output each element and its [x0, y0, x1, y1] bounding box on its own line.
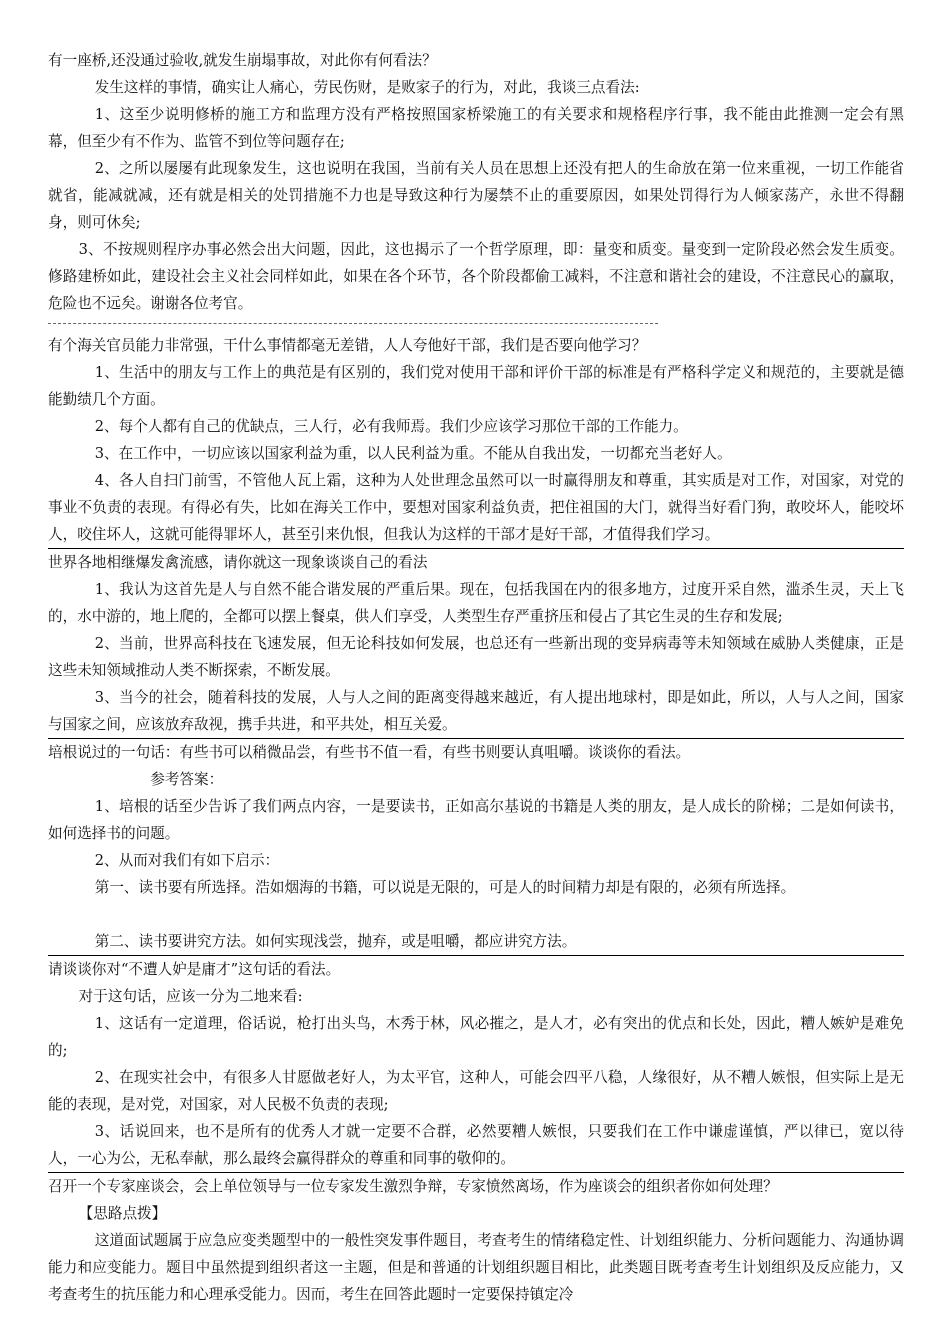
paragraph: 对于这句话，应该一分为二地来看:: [78, 988, 303, 1005]
document-page: [48, 47, 904, 1308]
paragraph: 1、这话有一定道理，俗话说，枪打出头鸟，木秀于林，风必摧之，是人才，必有突出的优点和长处，因此，糟人嫉妒是难免的;: [48, 1015, 904, 1059]
question-bird-flu: 世界各地相继爆发禽流感，请你就这一现象谈谈自己的看法: [48, 554, 428, 571]
paragraph: 3、当今的社会，随着科技的发展，人与人之间的距离变得越来越近，有人提出地球村，即是如此，所以，人与人之间，国家与国家之间，应该放弃敌视，携手共进，和平共处，相互关爱。: [48, 689, 904, 733]
paragraph: 3、在工作中，一切应该以国家利益为重，以人民利益为重。不能从自我出发，一切都充当老好人。: [94, 445, 732, 462]
paragraph: 4、各人自扫门前雪，不管他人瓦上霜，这种为人处世理念虽然可以一时赢得朋友和尊重，其实质是对工作，对国家，对党的事业不负责的表现。有得必有失，比如在海关工作中，要想对国家利益负责，把住祖国的大门，就得当好看门狗，敢咬坏人，能咬坏人，咬住坏人，这就可能得罪坏人，甚至引来仇恨，但我认为这样的干部才是好干部，才值得我们学习。: [48, 472, 904, 543]
paragraph: 1、生活中的朋友与工作上的典范是有区别的，我们党对使用干部和评价干部的标准是有严格科学定义和规范的，主要就是德能勤绩几个方面。: [48, 364, 904, 408]
paragraph: 这道面试题属于应急应变类题型中的一般性突发事件题目，考查考生的情绪稳定性、计划组织能力、分析问题能力、沟通协调能力和应变能力。题目中虽然提到组织者这一主题，但是和普通的计划组织题目相比，此类题目既考查考生计划组织及反应能力，又考查考生的抗压能力和心理承受能力。因而，考生在回答此题时一定要保持镇定冷: [48, 1232, 904, 1303]
paragraph: 3、不按规则程序办事必然会出大问题，因此，这也揭示了一个哲学原理，即：量变和质变。量变到一定阶段必然会发生质变。修路建桥如此，建设社会主义社会同样如此，如果在各个环节，各个阶段都偷工减料，不注意和谐社会的建设，不注意民心的赢取，危险也不远矣。谢谢各位考官。: [48, 241, 904, 312]
paragraph: 3、话说回来，也不是所有的优秀人才就一定要不合群，必然要糟人嫉恨，只要我们在工作中谦虚谨慎，严以律已，宽以待人，一心为公，无私奉献，那么最终会赢得群众的尊重和同事的敬仰的。: [48, 1123, 904, 1167]
question-envy-talent: 请谈谈你对“不遭人妒是庸才”这句话的看法。: [48, 961, 341, 978]
question-customs-officer: 有个海关官员能力非常强，干什么事情都毫无差错，人人夸他好干部，我们是否要向他学习？: [48, 337, 647, 354]
paragraph: 1、这至少说明修桥的施工方和监理方没有严格按照国家桥梁施工的有关要求和规格程序行事，我不能由此推测一定会有黑幕，但至少有不作为、监管不到位等问题存在;: [48, 106, 904, 150]
paragraph: 2、在现实社会中，有很多人甘愿做老好人，为太平官，这种人，可能会四平八稳，人缘很好，从不糟人嫉恨，但实际上是无能的表现，是对党，对国家，对人民极不负责的表现;: [48, 1069, 904, 1113]
paragraph: 发生这样的事情，确实让人痛心，劳民伤财，是败家子的行为，对此，我谈三点看法:: [94, 79, 640, 96]
paragraph: 1、我认为这首先是人与自然不能合谐发展的严重后果。现在，包括我国在内的很多地方，过度开采自然，滥杀生灵，天上飞的，水中游的，地上爬的，全都可以摆上餐桌，供人们享受，人类型生存严重挤压和侵占了其它生灵的生存和发展;: [48, 581, 904, 625]
thinking-hint-heading: 【思路点拨】: [78, 1205, 167, 1222]
paragraph: 2、从而对我们有如下启示：: [94, 852, 280, 869]
question-expert-meeting: 召开一个专家座谈会，会上单位领导与一位专家发生激烈争辩，专家愤然离场，作为座谈会的组织者你如何处理？: [48, 1178, 778, 1195]
paragraph: 第一、读书要有所选择。浩如烟海的书籍，可以说是无限的，可是人的时间精力却是有限的，必须有所选择。: [94, 879, 796, 896]
paragraph: 2、之所以屡屡有此现象发生，这也说明在我国，当前有关人员在思想上还没有把人的生命放在第一位来重视，一切工作能省就省，能减就减，还有就是相关的处罚措施不力也是导致这种行为屡禁不止的重要原因，如果处罚得行为人倾家荡产，永世不得翻身，则可休矣;: [48, 160, 904, 231]
answer-label: 参考答案：: [150, 771, 224, 788]
dashed-divider: [48, 323, 658, 324]
paragraph: 1、培根的话至少告诉了我们两点内容，一是要读书，正如高尔基说的书籍是人类的朋友，是人成长的阶梯；二是如何读书，如何选择书的问题。: [48, 798, 904, 842]
question-bacon-quote: 培根说过的一句话：有些书可以稍微品尝，有些书不值一看，有些书则要认真咀嚼。谈谈你的看法。: [48, 744, 691, 761]
paragraph: 2、每个人都有自己的优缺点，三人行，必有我师焉。我们少应该学习那位干部的工作能力。: [94, 418, 688, 435]
question-bridge-collapse: 有一座桥,还没通过验收,就发生崩塌事故，对此你有何看法？: [48, 52, 437, 69]
paragraph: 第二、读书要讲究方法。如何实现浅尝，抛弃，或是咀嚼，都应讲究方法。: [94, 933, 577, 950]
paragraph: 2、当前，世界高科技在飞速发展，但无论科技如何发展，也总还有一些新出现的变异病毒等未知领域在威胁人类健康，正是这些未知领域推动人类不断探索，不断发展。: [48, 635, 904, 679]
